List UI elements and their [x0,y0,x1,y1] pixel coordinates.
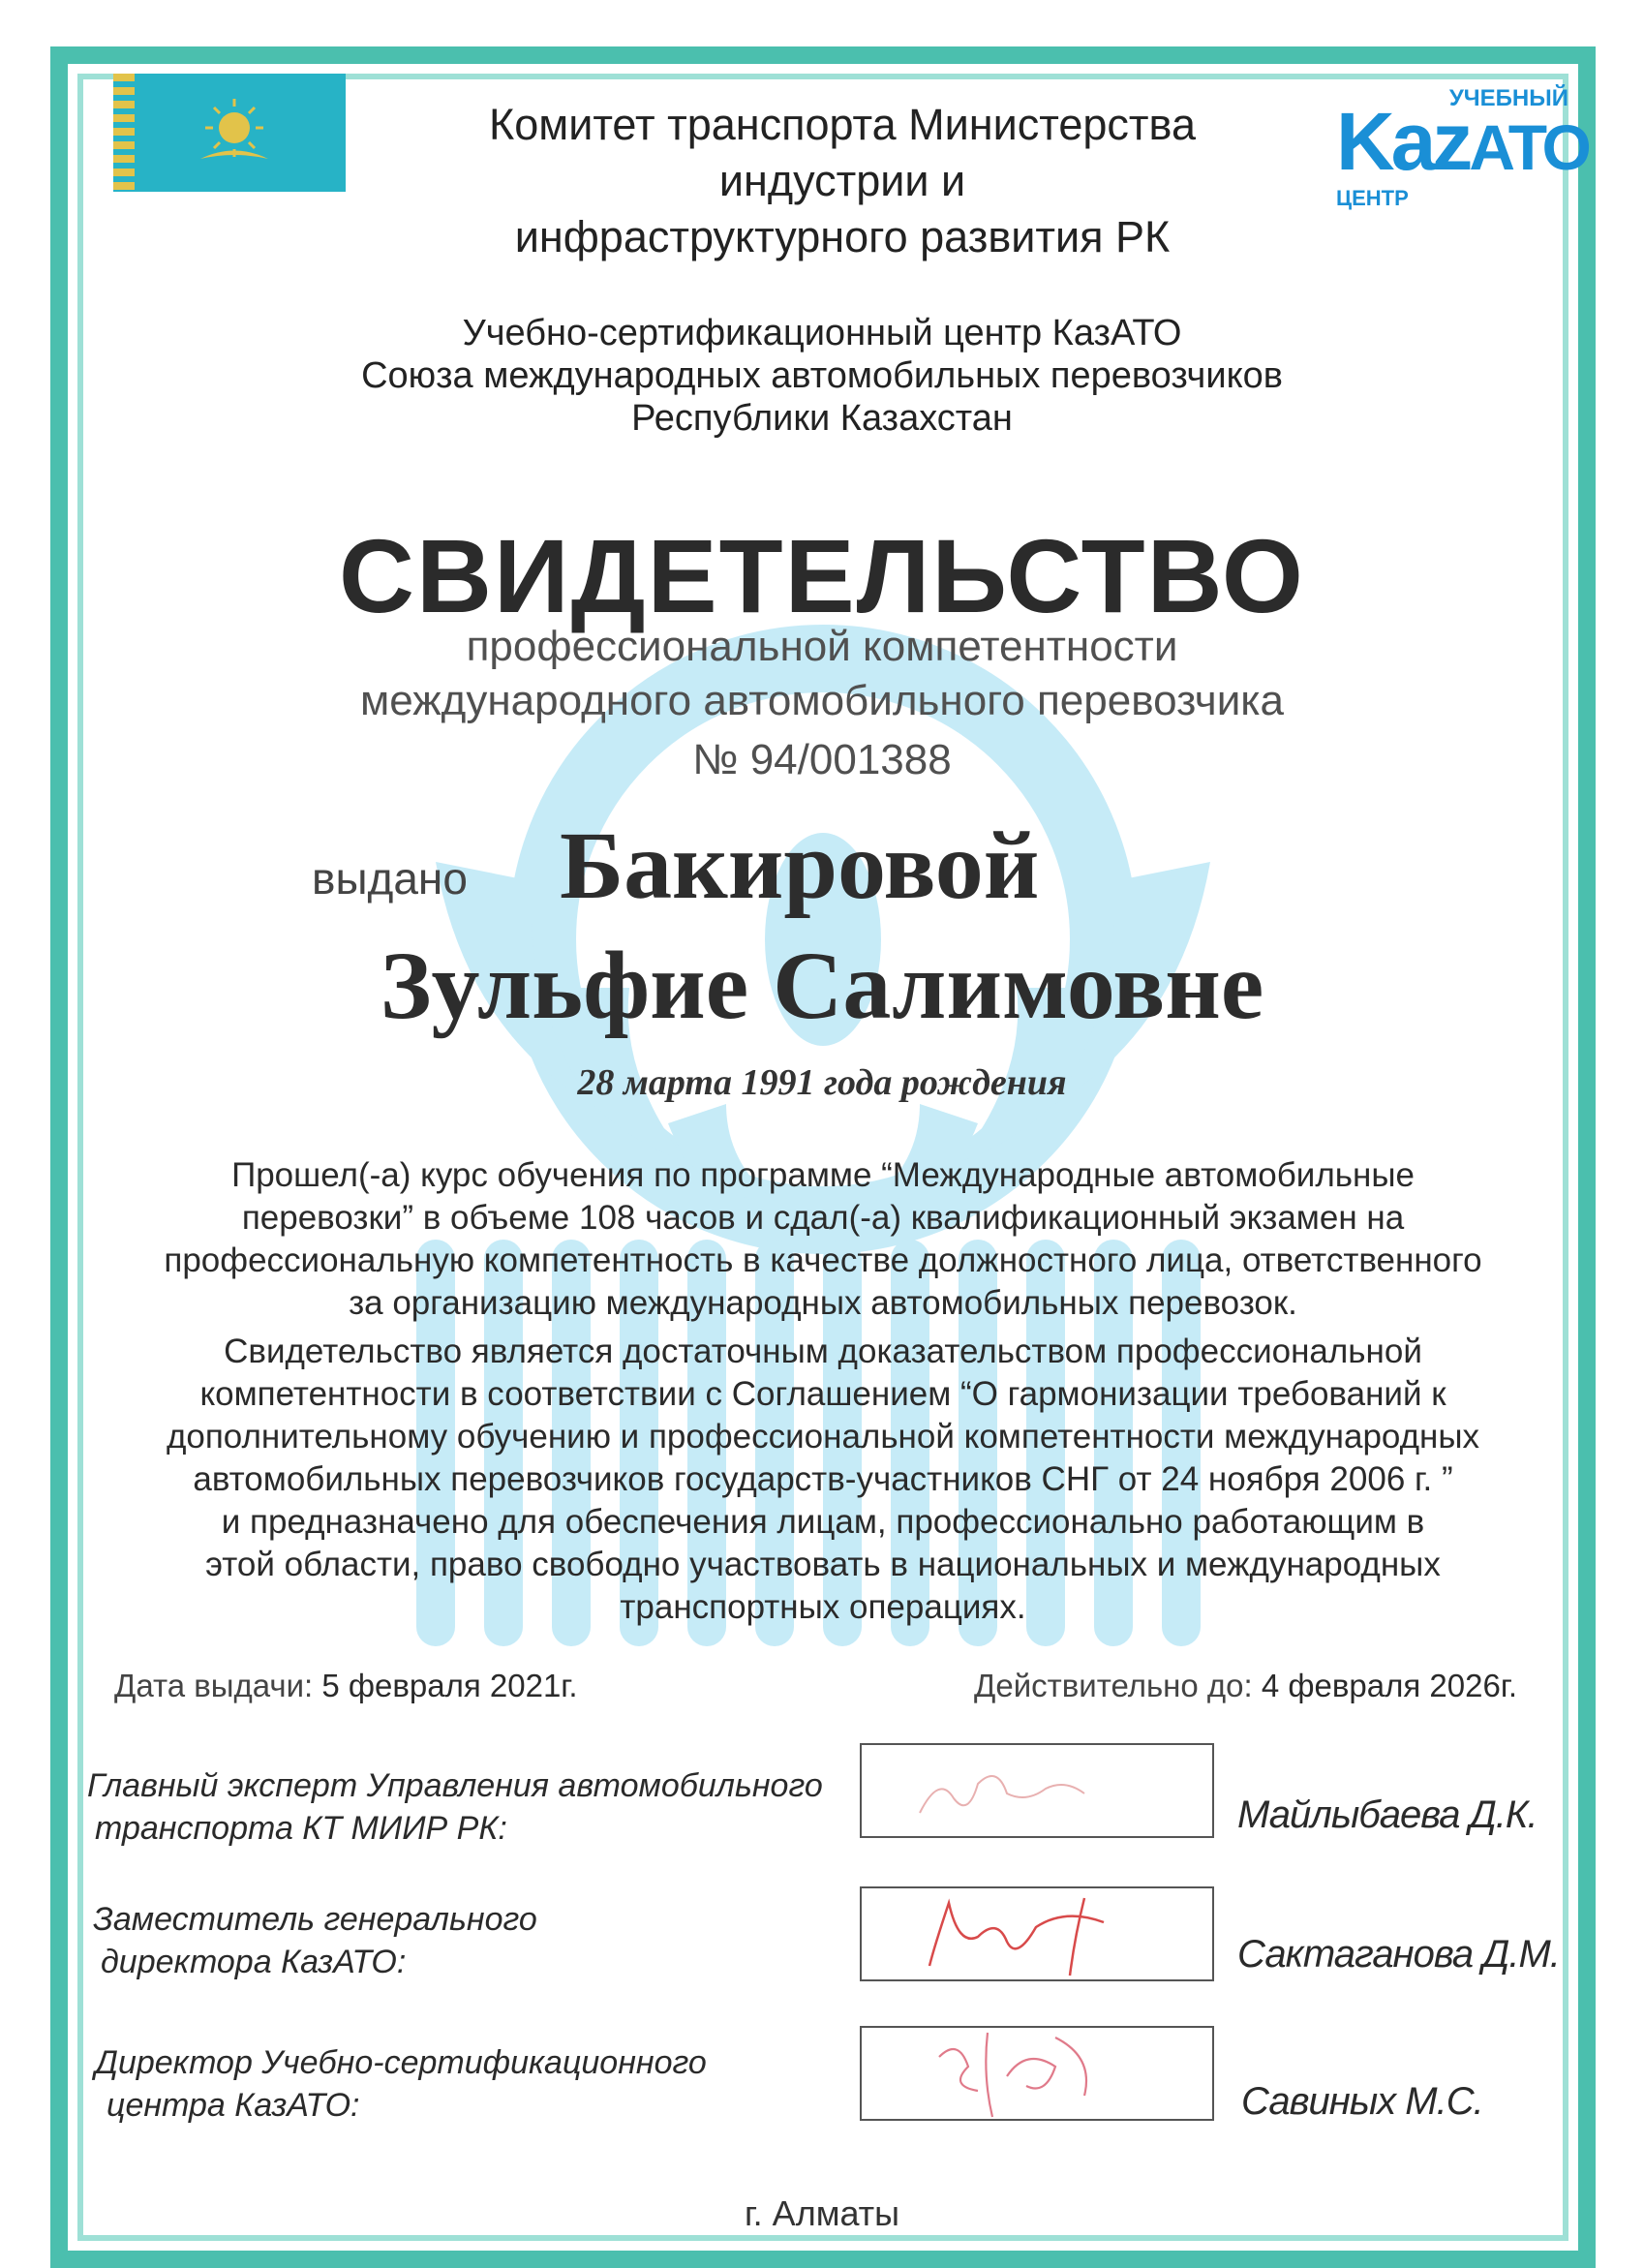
course-line: перевозки” в объеме 108 часов и сдал(-а) квалификационный экзамен на [241,1199,1405,1237]
valid-until [974,1668,1517,1704]
recipient-surname: Бакировой [560,812,1040,919]
org-line-2: Союза международных автомобильных перевозчиков [361,355,1283,396]
validity-line: этой области, право свободно участвовать в национальных и международных [205,1546,1441,1583]
kazato-logo [1336,85,1588,211]
issue-date [114,1668,578,1704]
org-line-1: Учебно-сертификационный центр КазАТО [462,313,1182,353]
signature-2-box [860,1886,1214,1981]
kazakhstan-flag [113,74,346,192]
committee-title-line-2: инфраструктурного развития РК [514,212,1171,261]
signature-3-scribble [862,2028,1212,2119]
validity-line: и предназначено для обеспечения лицам, профессионально работающим в [221,1503,1425,1541]
subtitle-line-2: международного автомобильного перевозчика [360,677,1284,724]
birth-date: 28 марта 1991 года рождения [577,1062,1067,1103]
validity-line: дополнительному обучению и профессиональной компетентности международных [166,1418,1480,1456]
organization-block [0,312,1644,440]
signatory-3-title-line-2: центра КазАТО: [107,2087,360,2124]
signatory-1-title [87,1764,823,1850]
validity-paragraph [87,1331,1559,1629]
signatory-3-title-line-1: Директор Учебно-сертификационного [95,2044,707,2081]
signatory-3-title [95,2041,707,2127]
signatory-3-name: Савиных М.С. [1241,2080,1483,2123]
course-line: за организацию международных автомобильных перевозок. [349,1284,1297,1322]
sun-eagle-icon [191,89,278,176]
org-line-3: Республики Казахстан [631,398,1013,439]
signature-2-scribble [862,1888,1212,1979]
valid-until-value: 4 февраля 2026г. [1261,1668,1518,1703]
course-line: Прошел(-а) курс обучения по программе “Международные автомобильные [231,1156,1415,1194]
validity-line: Свидетельство является достаточным доказательством профессиональной [224,1333,1422,1370]
signatory-1-title-line-1: Главный эксперт Управления автомобильного [87,1767,823,1804]
course-paragraph [87,1154,1559,1325]
signature-3-box [860,2026,1214,2121]
course-line: профессиональную компетентность в качестве должностного лица, ответственного [164,1241,1482,1279]
logo-top-text: УЧЕБНЫЙ [1448,85,1568,111]
certificate-title: СВИДЕТЕЛЬСТВО [339,517,1305,634]
logo-brand-ato: АТО [1469,111,1588,183]
issue-city: г. Алматы [744,2193,900,2233]
signatory-2-title [93,1898,537,1983]
committee-title [387,97,1297,265]
logo-brand [1336,93,1588,196]
validity-line: автомобильных перевозчиков государств-участников СНГ от 24 ноября 2006 г. ” [193,1460,1453,1498]
signature-1-scribble [862,1745,1212,1836]
subtitle-line-1: профессиональной компетентности [466,623,1178,670]
issue-date-value: 5 февраля 2021г. [321,1668,578,1703]
recipient-given-names: Зульфие Салимовне [380,932,1264,1039]
committee-title-line-1: Комитет транспорта Министерства индустрии и [489,100,1196,205]
signatory-2-title-line-2: директора КазАТО: [101,1944,407,1980]
validity-line: компетентности в соответствии с Соглашением “О гармонизации требований к [199,1375,1446,1413]
signatory-1-name: Майлыбаева Д.К. [1237,1793,1537,1836]
signatory-2-name: Сактаганова Д.М. [1237,1933,1560,1976]
signature-1-box [860,1743,1214,1838]
logo-bottom-text: ЦЕНТР [1336,186,1409,210]
flag-ornament [113,74,135,192]
valid-until-label: Действительно до: [974,1668,1253,1703]
certificate-number: № 94/001388 [692,736,952,783]
issued-label: выдано [312,853,468,904]
certificate-subtitle [0,620,1644,728]
issue-date-label: Дата выдачи: [114,1668,314,1703]
validity-line: транспортных операциях. [620,1588,1026,1626]
signatory-2-title-line-1: Заместитель генерального [93,1901,537,1938]
signatory-1-title-line-2: транспорта КТ МИИР РК: [95,1810,507,1847]
logo-brand-kaz: Kaz [1336,96,1470,187]
